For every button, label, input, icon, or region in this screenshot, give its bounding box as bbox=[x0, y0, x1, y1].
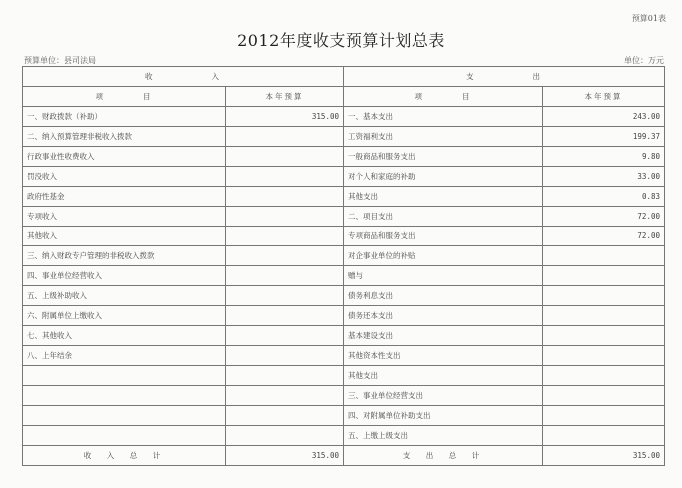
income-total-amount: 315.00 bbox=[226, 445, 344, 465]
income-item-cell: 专项收入 bbox=[23, 206, 226, 226]
income-amount-cell bbox=[226, 346, 344, 366]
income-item-cell: 八、上年结余 bbox=[23, 346, 226, 366]
table-row bbox=[23, 186, 665, 206]
income-item-cell: 三、纳入财政专户管理的非税收入拨款 bbox=[23, 246, 226, 266]
income-amount-cell bbox=[226, 386, 344, 406]
income-item-cell: 罚没收入 bbox=[23, 166, 226, 186]
table-row bbox=[23, 246, 665, 266]
expense-amount-cell: 243.00 bbox=[543, 106, 665, 126]
income-item-cell bbox=[23, 386, 226, 406]
income-item-cell bbox=[23, 405, 226, 425]
expense-amount-cell bbox=[543, 306, 665, 326]
income-amount-cell bbox=[226, 186, 344, 206]
expense-item-cell: 一般商品和服务支出 bbox=[344, 146, 543, 166]
expense-amount-cell: 72.00 bbox=[543, 206, 665, 226]
table-row bbox=[23, 206, 665, 226]
income-item-cell: 四、事业单位经营收入 bbox=[23, 266, 226, 286]
income-item-header: 项 目 bbox=[23, 86, 226, 106]
income-item-cell: 其他收入 bbox=[23, 226, 226, 246]
income-item-cell: 六、附属单位上缴收入 bbox=[23, 306, 226, 326]
expense-item-cell: 四、对附属单位补助支出 bbox=[344, 405, 543, 425]
expense-amount-cell bbox=[543, 425, 665, 445]
expense-amount-cell bbox=[543, 386, 665, 406]
income-item-cell: 七、其他收入 bbox=[23, 326, 226, 346]
expense-amount-cell: 33.00 bbox=[543, 166, 665, 186]
income-amount-cell bbox=[226, 266, 344, 286]
expense-item-cell: 对企事业单位的补贴 bbox=[344, 246, 543, 266]
expense-item-header: 项 目 bbox=[344, 86, 543, 106]
expense-total-amount: 315.00 bbox=[543, 445, 665, 465]
table-row bbox=[23, 126, 665, 146]
expense-item-cell: 工资福利支出 bbox=[344, 126, 543, 146]
table-row bbox=[23, 425, 665, 445]
table-row bbox=[23, 326, 665, 346]
expense-item-cell: 债务利息支出 bbox=[344, 286, 543, 306]
expense-amount-cell bbox=[543, 346, 665, 366]
income-amount-header: 本年预算 bbox=[226, 86, 344, 106]
expense-item-cell: 专项商品和服务支出 bbox=[344, 226, 543, 246]
income-item-cell bbox=[23, 366, 226, 386]
currency-unit: 单位：万元 bbox=[624, 56, 664, 65]
expense-amount-cell: 72.00 bbox=[543, 226, 665, 246]
income-item-cell: 五、上级补助收入 bbox=[23, 286, 226, 306]
expense-amount-cell bbox=[543, 286, 665, 306]
expense-total-label: 支 出 总 计 bbox=[344, 445, 543, 465]
table-row bbox=[23, 386, 665, 406]
expense-amount-cell: 199.37 bbox=[543, 126, 665, 146]
income-amount-cell bbox=[226, 246, 344, 266]
income-amount-cell bbox=[226, 126, 344, 146]
expense-amount-cell bbox=[543, 366, 665, 386]
income-item-cell: 政府性基金 bbox=[23, 186, 226, 206]
income-item-cell: 一、财政拨款（补助） bbox=[23, 106, 226, 126]
expense-amount-cell bbox=[543, 326, 665, 346]
expense-item-cell: 二、项目支出 bbox=[344, 206, 543, 226]
income-total-label: 收 入 总 计 bbox=[23, 445, 226, 465]
expense-item-cell: 债务还本支出 bbox=[344, 306, 543, 326]
income-amount-cell: 315.00 bbox=[226, 106, 344, 126]
expense-item-cell: 五、上缴上级支出 bbox=[344, 425, 543, 445]
page-title: 2012年度收支预算计划总表 bbox=[237, 31, 445, 50]
table-row bbox=[23, 306, 665, 326]
expense-item-cell: 赠与 bbox=[344, 266, 543, 286]
income-amount-cell bbox=[226, 286, 344, 306]
income-amount-cell bbox=[226, 306, 344, 326]
budget-table bbox=[22, 66, 665, 466]
group-header-row bbox=[23, 67, 665, 87]
income-amount-cell bbox=[226, 226, 344, 246]
table-row bbox=[23, 366, 665, 386]
income-amount-cell bbox=[226, 146, 344, 166]
table-row bbox=[23, 106, 665, 126]
table-row bbox=[23, 346, 665, 366]
income-amount-cell bbox=[226, 405, 344, 425]
expense-item-cell: 对个人和家庭的补助 bbox=[344, 166, 543, 186]
income-amount-cell bbox=[226, 326, 344, 346]
expense-item-cell: 其他资本性支出 bbox=[344, 346, 543, 366]
income-amount-cell bbox=[226, 166, 344, 186]
totals-row bbox=[23, 445, 665, 465]
expense-amount-cell bbox=[543, 246, 665, 266]
income-item-cell: 二、纳入预算管理非税收入拨款 bbox=[23, 126, 226, 146]
expense-item-cell: 一、基本支出 bbox=[344, 106, 543, 126]
expense-item-cell: 三、事业单位经营支出 bbox=[344, 386, 543, 406]
table-row bbox=[23, 405, 665, 425]
income-item-cell bbox=[23, 425, 226, 445]
income-group-header: 收 入 bbox=[23, 67, 344, 87]
table-row bbox=[23, 226, 665, 246]
table-row bbox=[23, 146, 665, 166]
expense-item-cell: 其他支出 bbox=[344, 186, 543, 206]
income-amount-cell bbox=[226, 425, 344, 445]
expense-amount-cell: 0.83 bbox=[543, 186, 665, 206]
expense-group-header: 支 出 bbox=[344, 67, 665, 87]
expense-amount-cell bbox=[543, 405, 665, 425]
expense-item-cell: 其他支出 bbox=[344, 366, 543, 386]
table-row bbox=[23, 166, 665, 186]
table-row bbox=[23, 266, 665, 286]
expense-amount-header: 本年预算 bbox=[543, 86, 665, 106]
expense-item-cell: 基本建设支出 bbox=[344, 326, 543, 346]
expense-amount-cell: 9.80 bbox=[543, 146, 665, 166]
budget-unit: 预算单位：县司法局 bbox=[24, 56, 96, 65]
expense-amount-cell bbox=[543, 266, 665, 286]
column-header-row bbox=[23, 86, 665, 106]
income-amount-cell bbox=[226, 206, 344, 226]
table-row bbox=[23, 286, 665, 306]
income-item-cell: 行政事业性收费收入 bbox=[23, 146, 226, 166]
form-code: 预算01表 bbox=[631, 14, 666, 23]
income-amount-cell bbox=[226, 366, 344, 386]
